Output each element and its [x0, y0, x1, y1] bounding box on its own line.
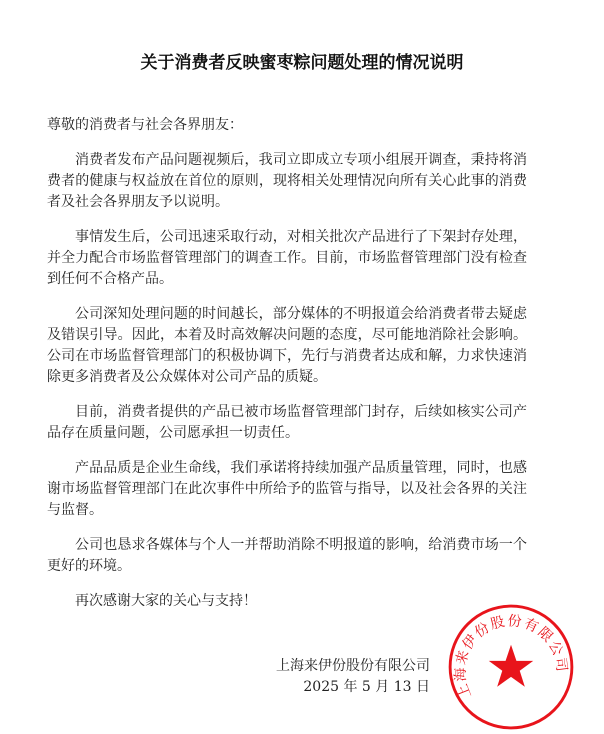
signature-block [262, 656, 430, 698]
paragraph: 产品品质是企业生命线，我们承诺将持续加强产品质量管理，同时，也感谢市场监督管理部门在此次事件中所给予的监管与指导，以及社会各界的关注与监督。 [47, 460, 527, 518]
salutation: 尊敬的消费者与社会各界朋友： [47, 117, 243, 133]
signature-company: 上海来伊份股份有限公司 [276, 658, 430, 674]
paragraph: 事情发生后，公司迅速采取行动，对相关批次产品进行了下架封存处理，并全力配合市场监督管理部门的调查工作。目前，市场监督管理部门没有检查到任何不合格产品。 [47, 229, 527, 287]
seal-star-icon [489, 645, 533, 687]
seal-text: 上海来伊份股份有限公司 [452, 613, 570, 701]
closing-line: 再次感谢大家的关心与支持！ [75, 593, 257, 609]
paragraph: 公司深知处理问题的时间越长，部分媒体的不明报道会给消费者带去疑虑及错误引导。因此，本着及时高效解决问题的态度，尽可能地消除社会影响。公司在市场监督管理部门的积极协调下，先行与消费者达成和解，力求快速消除更多消费者及公众媒体对公司产品的质疑。 [47, 306, 527, 385]
signature-date: 2025 年 5 月 13 日 [303, 679, 430, 695]
paragraph: 消费者发布产品问题视频后，我司立即成立专项小组展开调查，秉持将消费者的健康与权益放在首位的原则，现将相关处理情况向所有关心此事的消费者及社会各界朋友予以说明。 [47, 152, 527, 210]
paragraph: 公司也恳求各媒体与个人一并帮助消除不明报道的影响，给消费市场一个更好的环境。 [47, 537, 527, 574]
paragraph: 目前，消费者提供的产品已被市场监督管理部门封存，后续如核实公司产品存在质量问题，公司愿承担一切责任。 [47, 404, 527, 441]
document-title: 关于消费者反映蜜枣粽问题处理的情况说明 [140, 53, 464, 73]
document-body [47, 115, 527, 626]
company-seal-stamp [446, 602, 576, 732]
